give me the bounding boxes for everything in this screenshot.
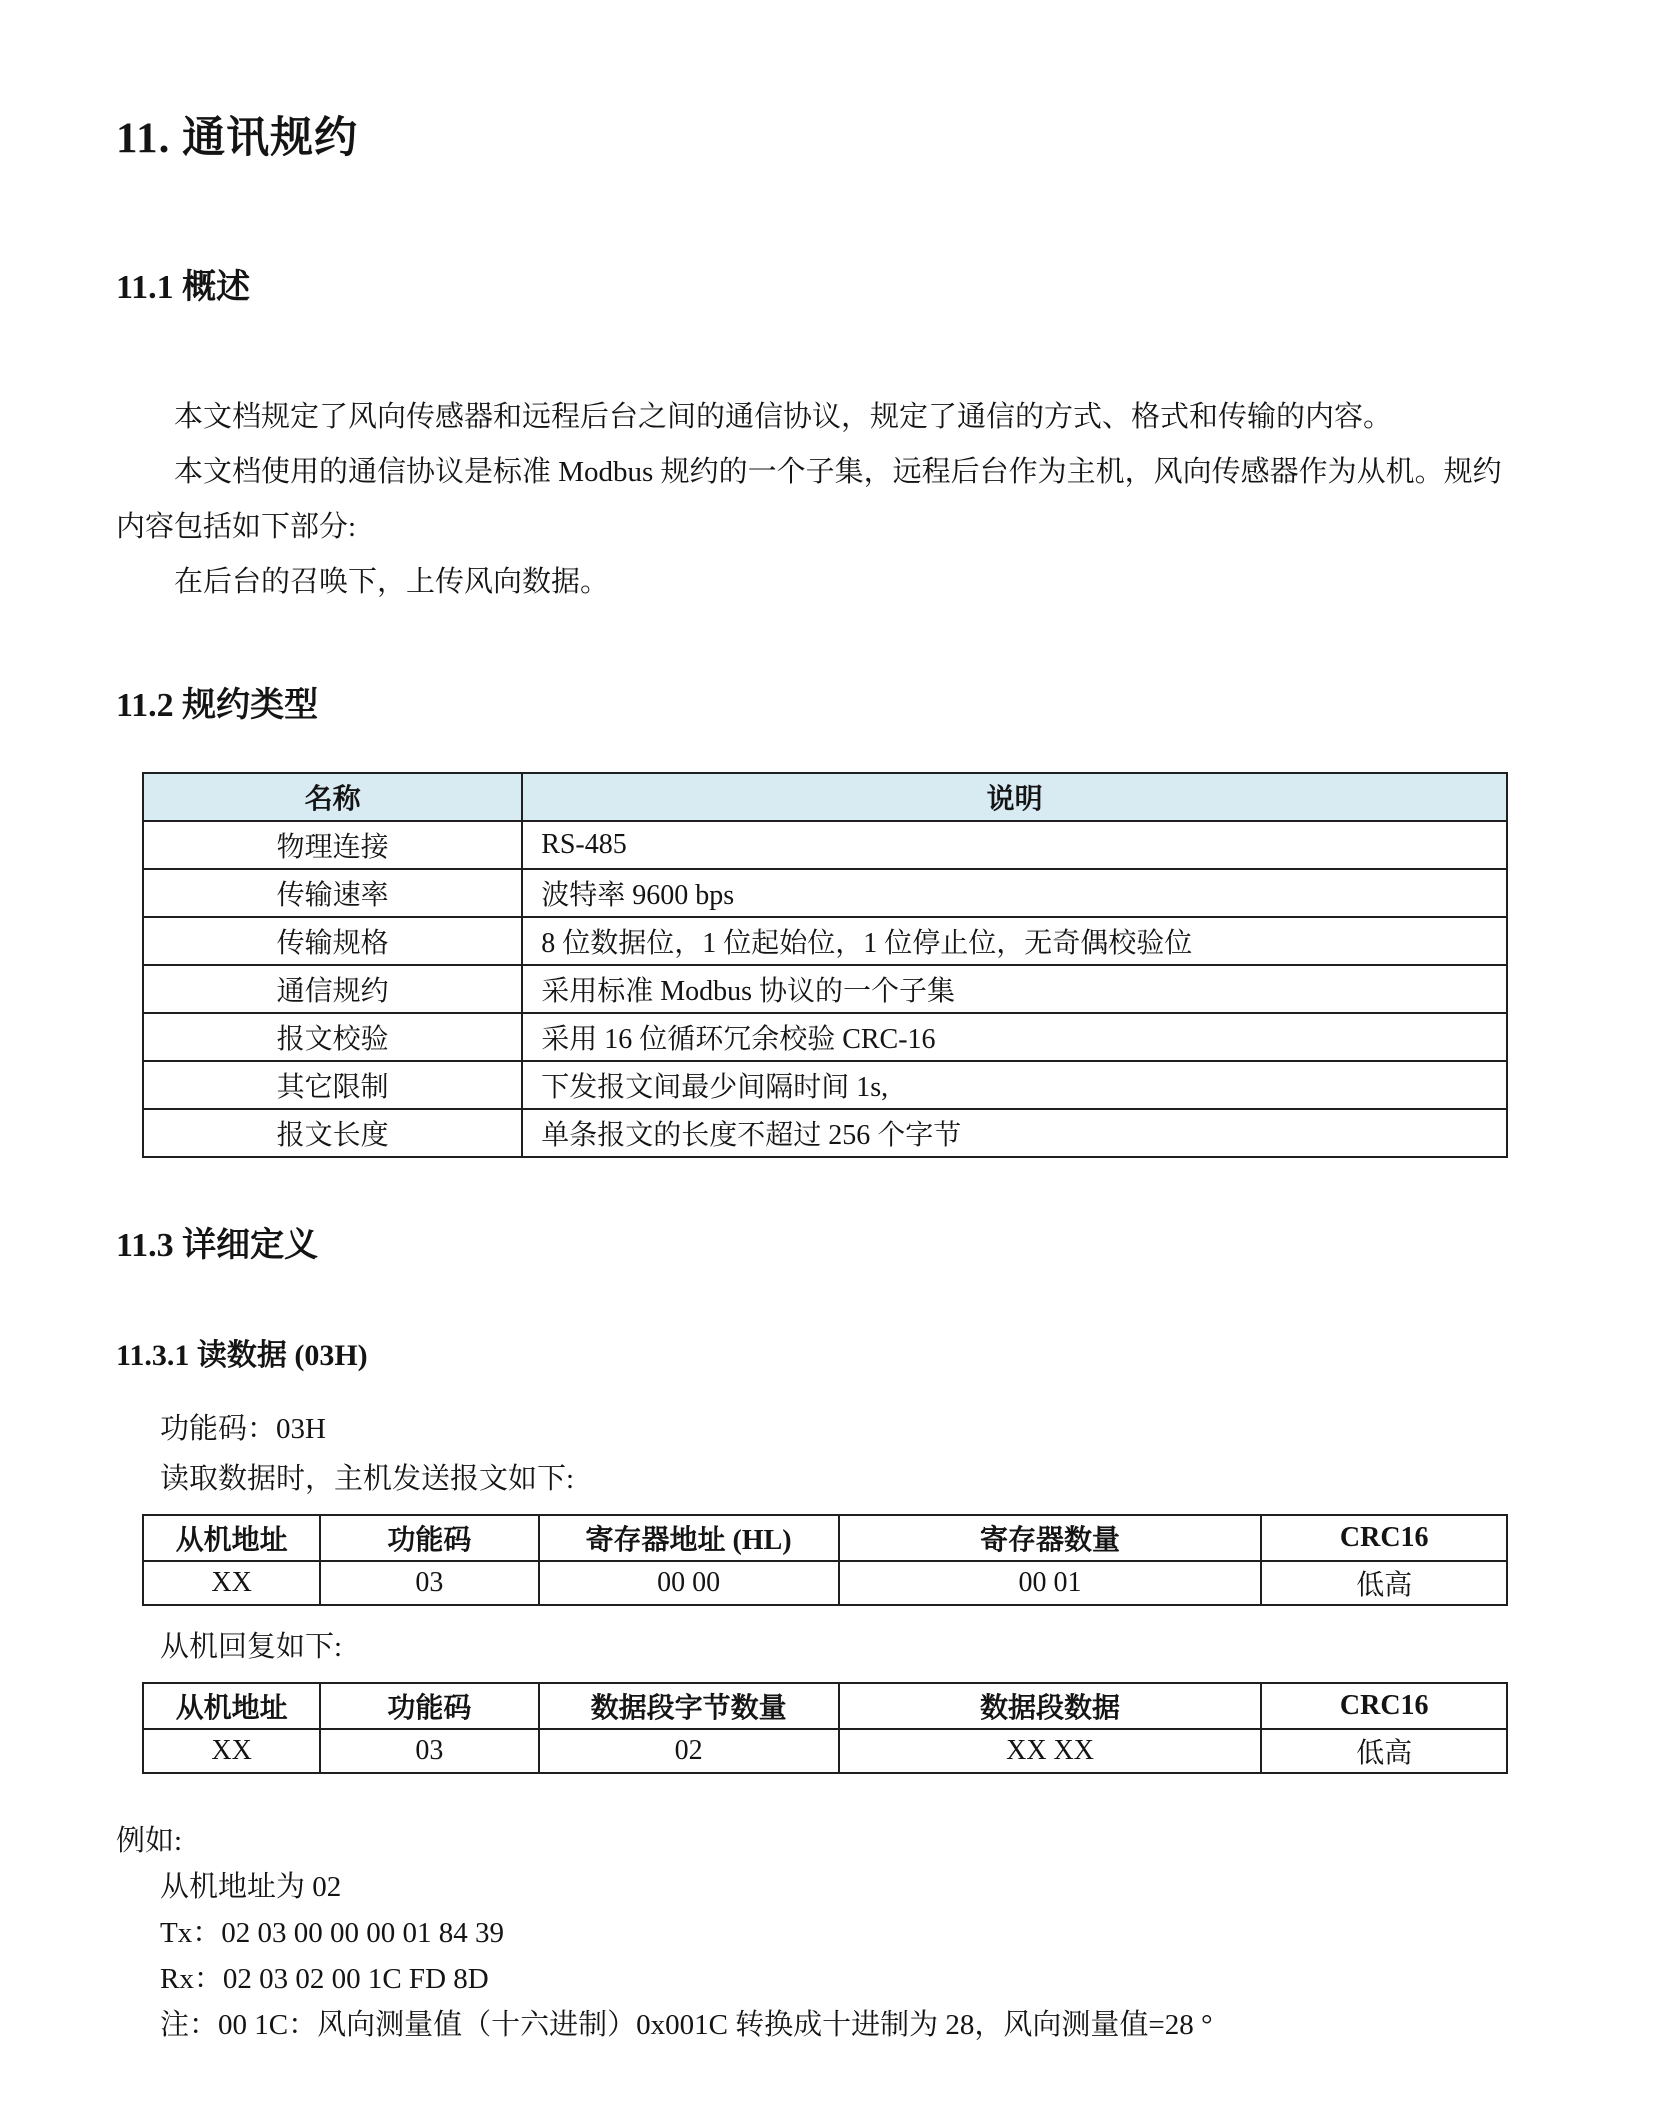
- example-rx-line: Rx：02 03 02 00 1C FD 8D: [160, 1963, 489, 1995]
- table-row: [143, 917, 1507, 965]
- table-cell: 02: [539, 1729, 839, 1773]
- table-cell: 报文校验: [143, 1013, 522, 1061]
- table-row: [143, 1561, 1507, 1605]
- table-row: [143, 869, 1507, 917]
- header-cell: 功能码: [320, 1515, 538, 1561]
- example-tx-line: Tx：02 03 00 00 00 01 84 39: [160, 1917, 504, 1949]
- header-cell-name: 名称: [143, 773, 522, 821]
- table-cell: 单条报文的长度不超过 256 个字节: [522, 1109, 1507, 1157]
- section-heading-overview: 11.1 概述: [116, 269, 251, 306]
- master-send-intro: 读取数据时，主机发送报文如下:: [160, 1463, 575, 1495]
- table-header-row: [143, 773, 1507, 821]
- table-cell: 低高: [1261, 1729, 1507, 1773]
- table-row: [143, 1013, 1507, 1061]
- function-code-line: 功能码：03H: [160, 1413, 326, 1445]
- table-row: [143, 965, 1507, 1013]
- example-slave-address-line: 从机地址为 02: [160, 1871, 342, 1903]
- table-row: [143, 1729, 1507, 1773]
- table-cell: 传输规格: [143, 917, 522, 965]
- table-cell: 采用标准 Modbus 协议的一个子集: [522, 965, 1507, 1013]
- header-cell: 寄存器地址 (HL): [539, 1515, 839, 1561]
- table-cell: XX: [143, 1729, 320, 1773]
- header-cell: CRC16: [1261, 1515, 1507, 1561]
- table-cell: XX: [143, 1561, 320, 1605]
- table-header-row: [143, 1515, 1507, 1561]
- table-cell: 通信规约: [143, 965, 522, 1013]
- table-cell: 00 01: [839, 1561, 1262, 1605]
- slave-reply-table: [142, 1682, 1508, 1774]
- header-cell: CRC16: [1261, 1683, 1507, 1729]
- master-send-table: [142, 1514, 1508, 1606]
- header-cell: 功能码: [320, 1683, 538, 1729]
- table-row: [143, 1061, 1507, 1109]
- table-cell: 采用 16 位循环冗余校验 CRC-16: [522, 1013, 1507, 1061]
- table-cell: XX XX: [839, 1729, 1262, 1773]
- section-heading-protocol-type: 11.2 规约类型: [116, 687, 319, 724]
- table-cell: 下发报文间最少间隔时间 1s,: [522, 1061, 1507, 1109]
- overview-paragraph: 本文档使用的通信协议是标准 Modbus 规约的一个子集，远程后台作为主机，风向传感器作为从机。规约内容包括如下部分:: [116, 456, 1502, 543]
- table-cell: 波特率 9600 bps: [522, 869, 1507, 917]
- protocol-type-table: [142, 772, 1508, 1158]
- header-cell: 从机地址: [143, 1515, 320, 1561]
- slave-reply-intro: 从机回复如下:: [160, 1631, 343, 1663]
- example-note-line: 注：00 1C：风向测量值（十六进制）0x001C 转换成十进制为 28，风向测量值=28 °: [160, 2009, 1213, 2041]
- overview-paragraph: 在后台的召唤下，上传风向数据。: [174, 566, 610, 598]
- table-row: [143, 1109, 1507, 1157]
- header-cell: 寄存器数量: [839, 1515, 1262, 1561]
- table-row: [143, 821, 1507, 869]
- table-cell: 其它限制: [143, 1061, 522, 1109]
- table-cell: RS-485: [522, 821, 1507, 869]
- table-cell: 8 位数据位，1 位起始位，1 位停止位，无奇偶校验位: [522, 917, 1507, 965]
- overview-paragraphs: [116, 390, 1525, 610]
- table-cell: 低高: [1261, 1561, 1507, 1605]
- table-cell: 03: [320, 1561, 538, 1605]
- example-label: 例如:: [116, 1825, 183, 1857]
- table-cell: 传输速率: [143, 869, 522, 917]
- header-cell: 数据段字节数量: [539, 1683, 839, 1729]
- header-cell: 从机地址: [143, 1683, 320, 1729]
- table-cell: 00 00: [539, 1561, 839, 1605]
- header-cell: 数据段数据: [839, 1683, 1262, 1729]
- section-heading-detail: 11.3 详细定义: [116, 1227, 319, 1264]
- table-header-row: [143, 1683, 1507, 1729]
- table-cell: 03: [320, 1729, 538, 1773]
- chapter-title: 11. 通讯规约: [116, 115, 359, 162]
- table-cell: 物理连接: [143, 821, 522, 869]
- overview-paragraph: 本文档规定了风向传感器和远程后台之间的通信协议，规定了通信的方式、格式和传输的内容。: [174, 401, 1393, 433]
- subsection-heading-read-data: 11.3.1 读数据 (03H): [116, 1339, 368, 1372]
- table-cell: 报文长度: [143, 1109, 522, 1157]
- header-cell-desc: 说明: [522, 773, 1507, 821]
